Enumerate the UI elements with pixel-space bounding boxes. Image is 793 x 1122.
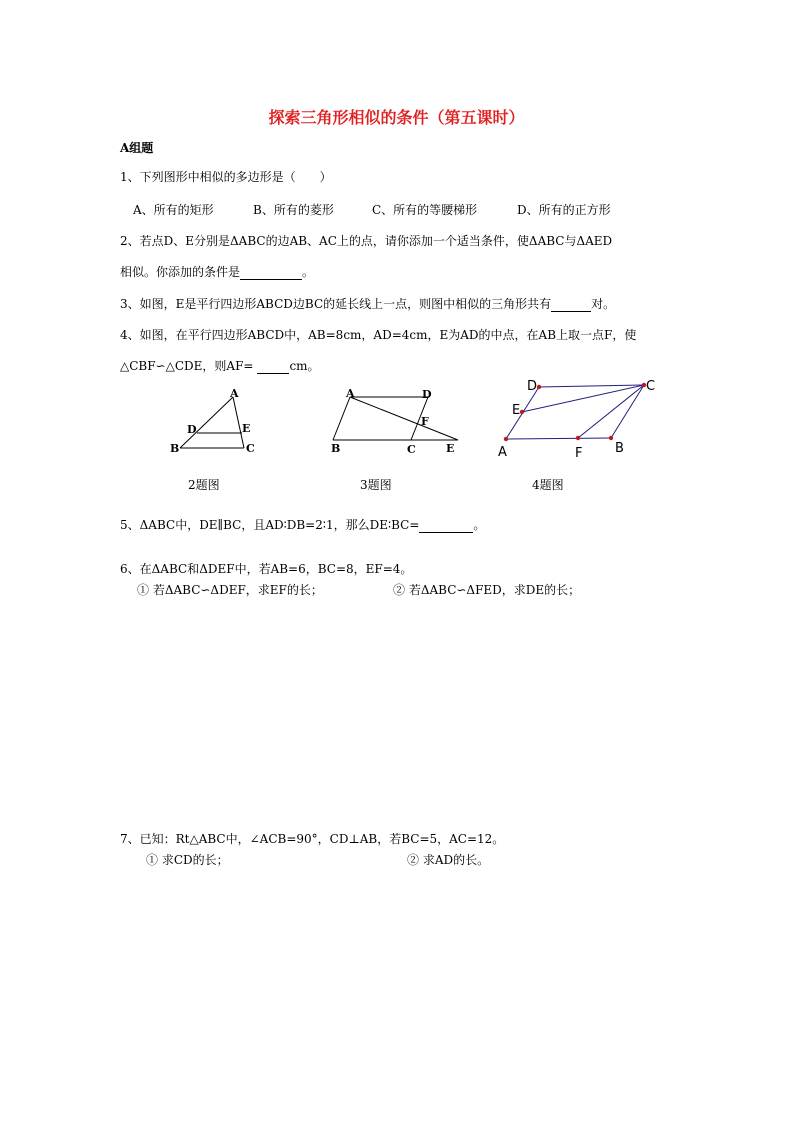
question-7-part-2: ② 求AD的长。 (407, 853, 490, 867)
fig4-segment-ce (522, 385, 644, 412)
q1-option-b: B、所有的菱形 (253, 203, 334, 217)
page-title: 探索三角形相似的条件（第五课时） (268, 108, 525, 127)
q4-text-before: △CBF∽△CDE，则AF= (120, 359, 254, 373)
group-heading: A组题 (120, 141, 154, 155)
q3-text-before: 3、如图，E是平行四边形ABCD边BC的延长线上一点，则图中相似的三角形共有 (120, 297, 552, 311)
q1-option-d: D、所有的正方形 (517, 203, 611, 217)
question-7-part-1: ① 求CD的长； (146, 853, 229, 867)
fig4-label-d: D (527, 379, 538, 394)
q5-text-before: 5、ΔABC中，DE∥BC，且AD∶DB=2∶1，那么DE∶BC= (120, 518, 420, 532)
fig4-side-cb (611, 385, 644, 438)
fig4-segment-cf (578, 385, 644, 438)
question-4-line2 (120, 357, 320, 374)
fig3-side-ab (333, 397, 350, 440)
figure-2-caption: 2题图 (188, 478, 220, 492)
figures-area (0, 375, 793, 465)
fig2-label-d: D (187, 423, 197, 436)
question-6-part-2: ② 若ΔABC∽ΔFED，求DE的长； (393, 583, 581, 597)
q2-answer-blank[interactable] (240, 265, 302, 280)
question-3 (120, 295, 615, 312)
figure-4-caption: 4题图 (532, 478, 564, 492)
q3-text-after: 对。 (591, 297, 616, 311)
fig4-label-b: B (615, 441, 624, 456)
fig2-label-a: A (230, 387, 239, 400)
question-2-line2 (120, 263, 314, 280)
question-7: 7、已知：Rt△ABC中，∠ACB=90°，CD⊥AB，若BC=5，AC=12。 (120, 832, 505, 846)
fig2-label-b: B (170, 442, 180, 455)
question-1: 1、下列图形中相似的多边形是（ ） (120, 170, 332, 184)
q3-answer-blank[interactable] (551, 297, 591, 312)
fig3-label-e: E (446, 442, 455, 455)
q5-text-after: 。 (473, 518, 486, 532)
fig3-label-b: B (331, 442, 341, 455)
q5-answer-blank[interactable] (419, 518, 473, 533)
fig4-point-e (520, 410, 524, 414)
q1-option-c: C、所有的等腰梯形 (372, 203, 478, 217)
fig4-point-f (576, 436, 580, 440)
q4-answer-blank[interactable] (257, 359, 289, 374)
fig3-label-f: F (421, 415, 429, 428)
question-4-line1: 4、如图，在平行四边形ABCD中，AB=8cm，AD=4cm，E为AD的中点，在AB上取一点F，使 (120, 328, 637, 342)
fig4-point-a (504, 437, 508, 441)
figure-3 (331, 387, 458, 456)
fig3-label-a: A (346, 387, 355, 400)
fig4-label-f: F (575, 446, 583, 461)
q4-text-after: cm。 (289, 359, 320, 373)
fig4-side-ab (506, 438, 611, 439)
fig3-label-d: D (422, 388, 432, 401)
question-6: 6、在ΔABC和ΔDEF中，若AB=6，BC=8，EF=4。 (120, 562, 413, 576)
fig4-label-a: A (498, 445, 507, 460)
fig4-side-dc (539, 385, 644, 387)
question-2-line1: 2、若点D、E分别是ΔABC的边AB、AC上的点，请你添加一个适当条件，使ΔABC与ΔAED (120, 234, 613, 248)
fig4-label-c: C (646, 379, 656, 394)
fig2-label-e: E (242, 422, 251, 435)
question-5 (120, 516, 485, 533)
fig4-point-d (537, 385, 541, 389)
fig4-label-e: E (512, 403, 521, 418)
fig2-label-c: C (246, 442, 255, 455)
q2-text-before: 相似。你添加的条件是 (120, 265, 241, 279)
figure-2 (170, 387, 255, 455)
fig3-label-c: C (407, 443, 416, 456)
q1-option-a: A、所有的矩形 (133, 203, 214, 217)
question-6-part-1: ① 若ΔABC∽ΔDEF，求EF的长； (137, 583, 323, 597)
fig4-point-b (609, 436, 613, 440)
figure-4 (498, 379, 655, 461)
fig3-segment-ae (350, 397, 458, 440)
figure-3-caption: 3题图 (360, 478, 392, 492)
q2-text-after: 。 (302, 265, 315, 279)
